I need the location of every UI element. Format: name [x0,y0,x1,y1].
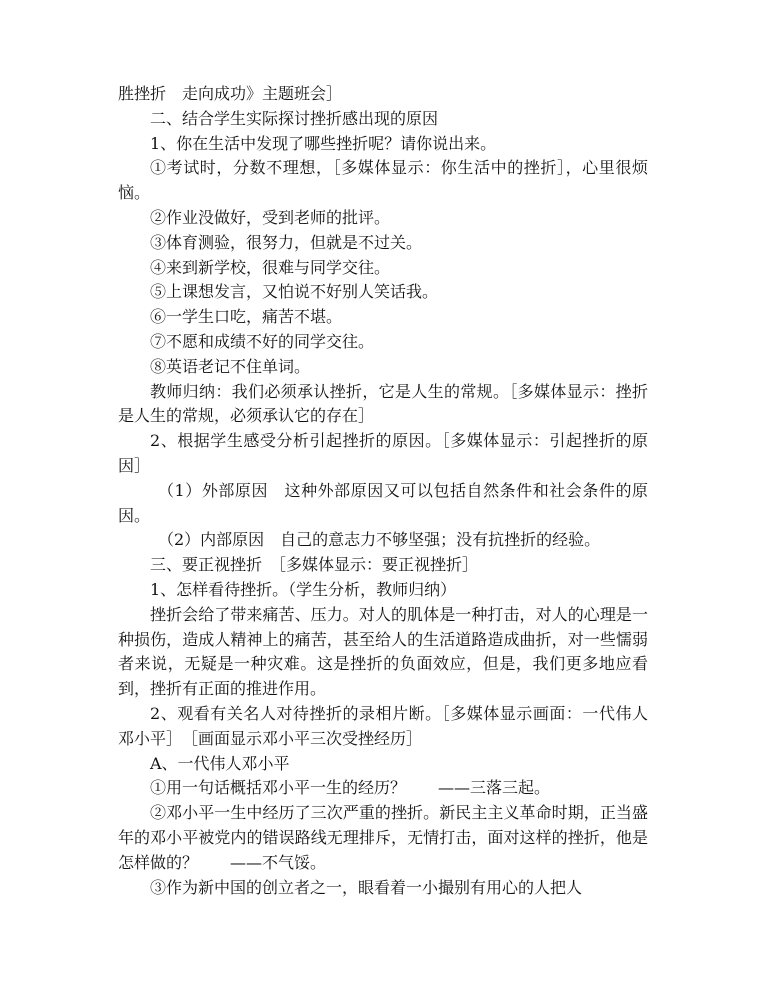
paragraph: （2）内部原因 自己的意志力不够坚强；没有抗挫折的经验。 [158,530,601,550]
paragraph: ①用一句话概括邓小平一生的经历？ ——三落三起。 [150,778,551,798]
paragraph: 1、你在生活中发现了哪些挫折呢？请你说出来。 [150,133,497,153]
paragraph: ⑥一学生口吃，痛苦不堪。 [150,307,343,327]
paragraph: 挫折会给了带来痛苦、压力。对人的肌体是一种打击，对人的心理是一种损伤，造成人精神上的痛苦，甚至给人的生活道路造成曲折，对一些懦弱者来说，无疑是一种灾难。这是挫折的负面效应，但是，我们更多地应看到，挫折有正面的推进作用。 [118,604,648,699]
paragraph: 2、观看有关名人对待挫折的录相片断。［多媒体显示画面：一代伟人邓小平］ ［画面显示邓小平三次受挫经历］ [118,703,648,748]
paragraph: ⑧英语老记不住单词。 [150,356,311,376]
paragraph: A、一代伟人邓小平 [150,753,290,773]
paragraph: 二、结合学生实际探讨挫折感出现的原因 [150,108,439,128]
paragraph: ④来到新学校，很难与同学交往。 [150,257,391,277]
paragraph: 2、根据学生感受分析引起挫折的原因。［多媒体显示：引起挫折的原因］ [118,431,648,475]
paragraph: ③作为新中国的创立者之一，眼看着一小撮别有用心的人把人 [150,877,583,897]
paragraph: 胜挫折 走向成功》主题班会］ [118,84,343,103]
paragraph: ②邓小平一生中经历了三次严重的挫折。新民主主义革命时期，正当盛年的邓小平被党内的错误路线无理排斥，无情打击，面对这样的挫折，他是怎样做的？ ——不气馁。 [118,803,648,872]
paragraph: ⑤上课想发言，又怕说不好别人笑话我。 [150,282,439,302]
paragraph: 1、怎样看待挫折。（学生分析，教师归纳） [150,579,457,599]
paragraph: ⑦不愿和成绩不好的同学交往。 [150,331,375,351]
paragraph: （1）外部原因 这种外部原因又可以包括自然条件和社会条件的原因。 [118,480,648,525]
paragraph: ②作业没做好，受到老师的批评。 [150,207,391,227]
paragraph: ③体育测验，很努力，但就是不过关。 [150,232,423,252]
paragraph: ①考试时，分数不理想，［多媒体显示：你生活中的挫折］，心里很烦恼。 [118,158,648,203]
paragraph: 教师归纳：我们必须承认挫折，它是人生的常规。［多媒体显示：挫折是人生的常规，必须承认它的存在］ [118,381,648,426]
paragraph: 三、要正视挫折 ［多媒体显示：要正视挫折］ [150,555,479,575]
document-body [118,82,648,900]
